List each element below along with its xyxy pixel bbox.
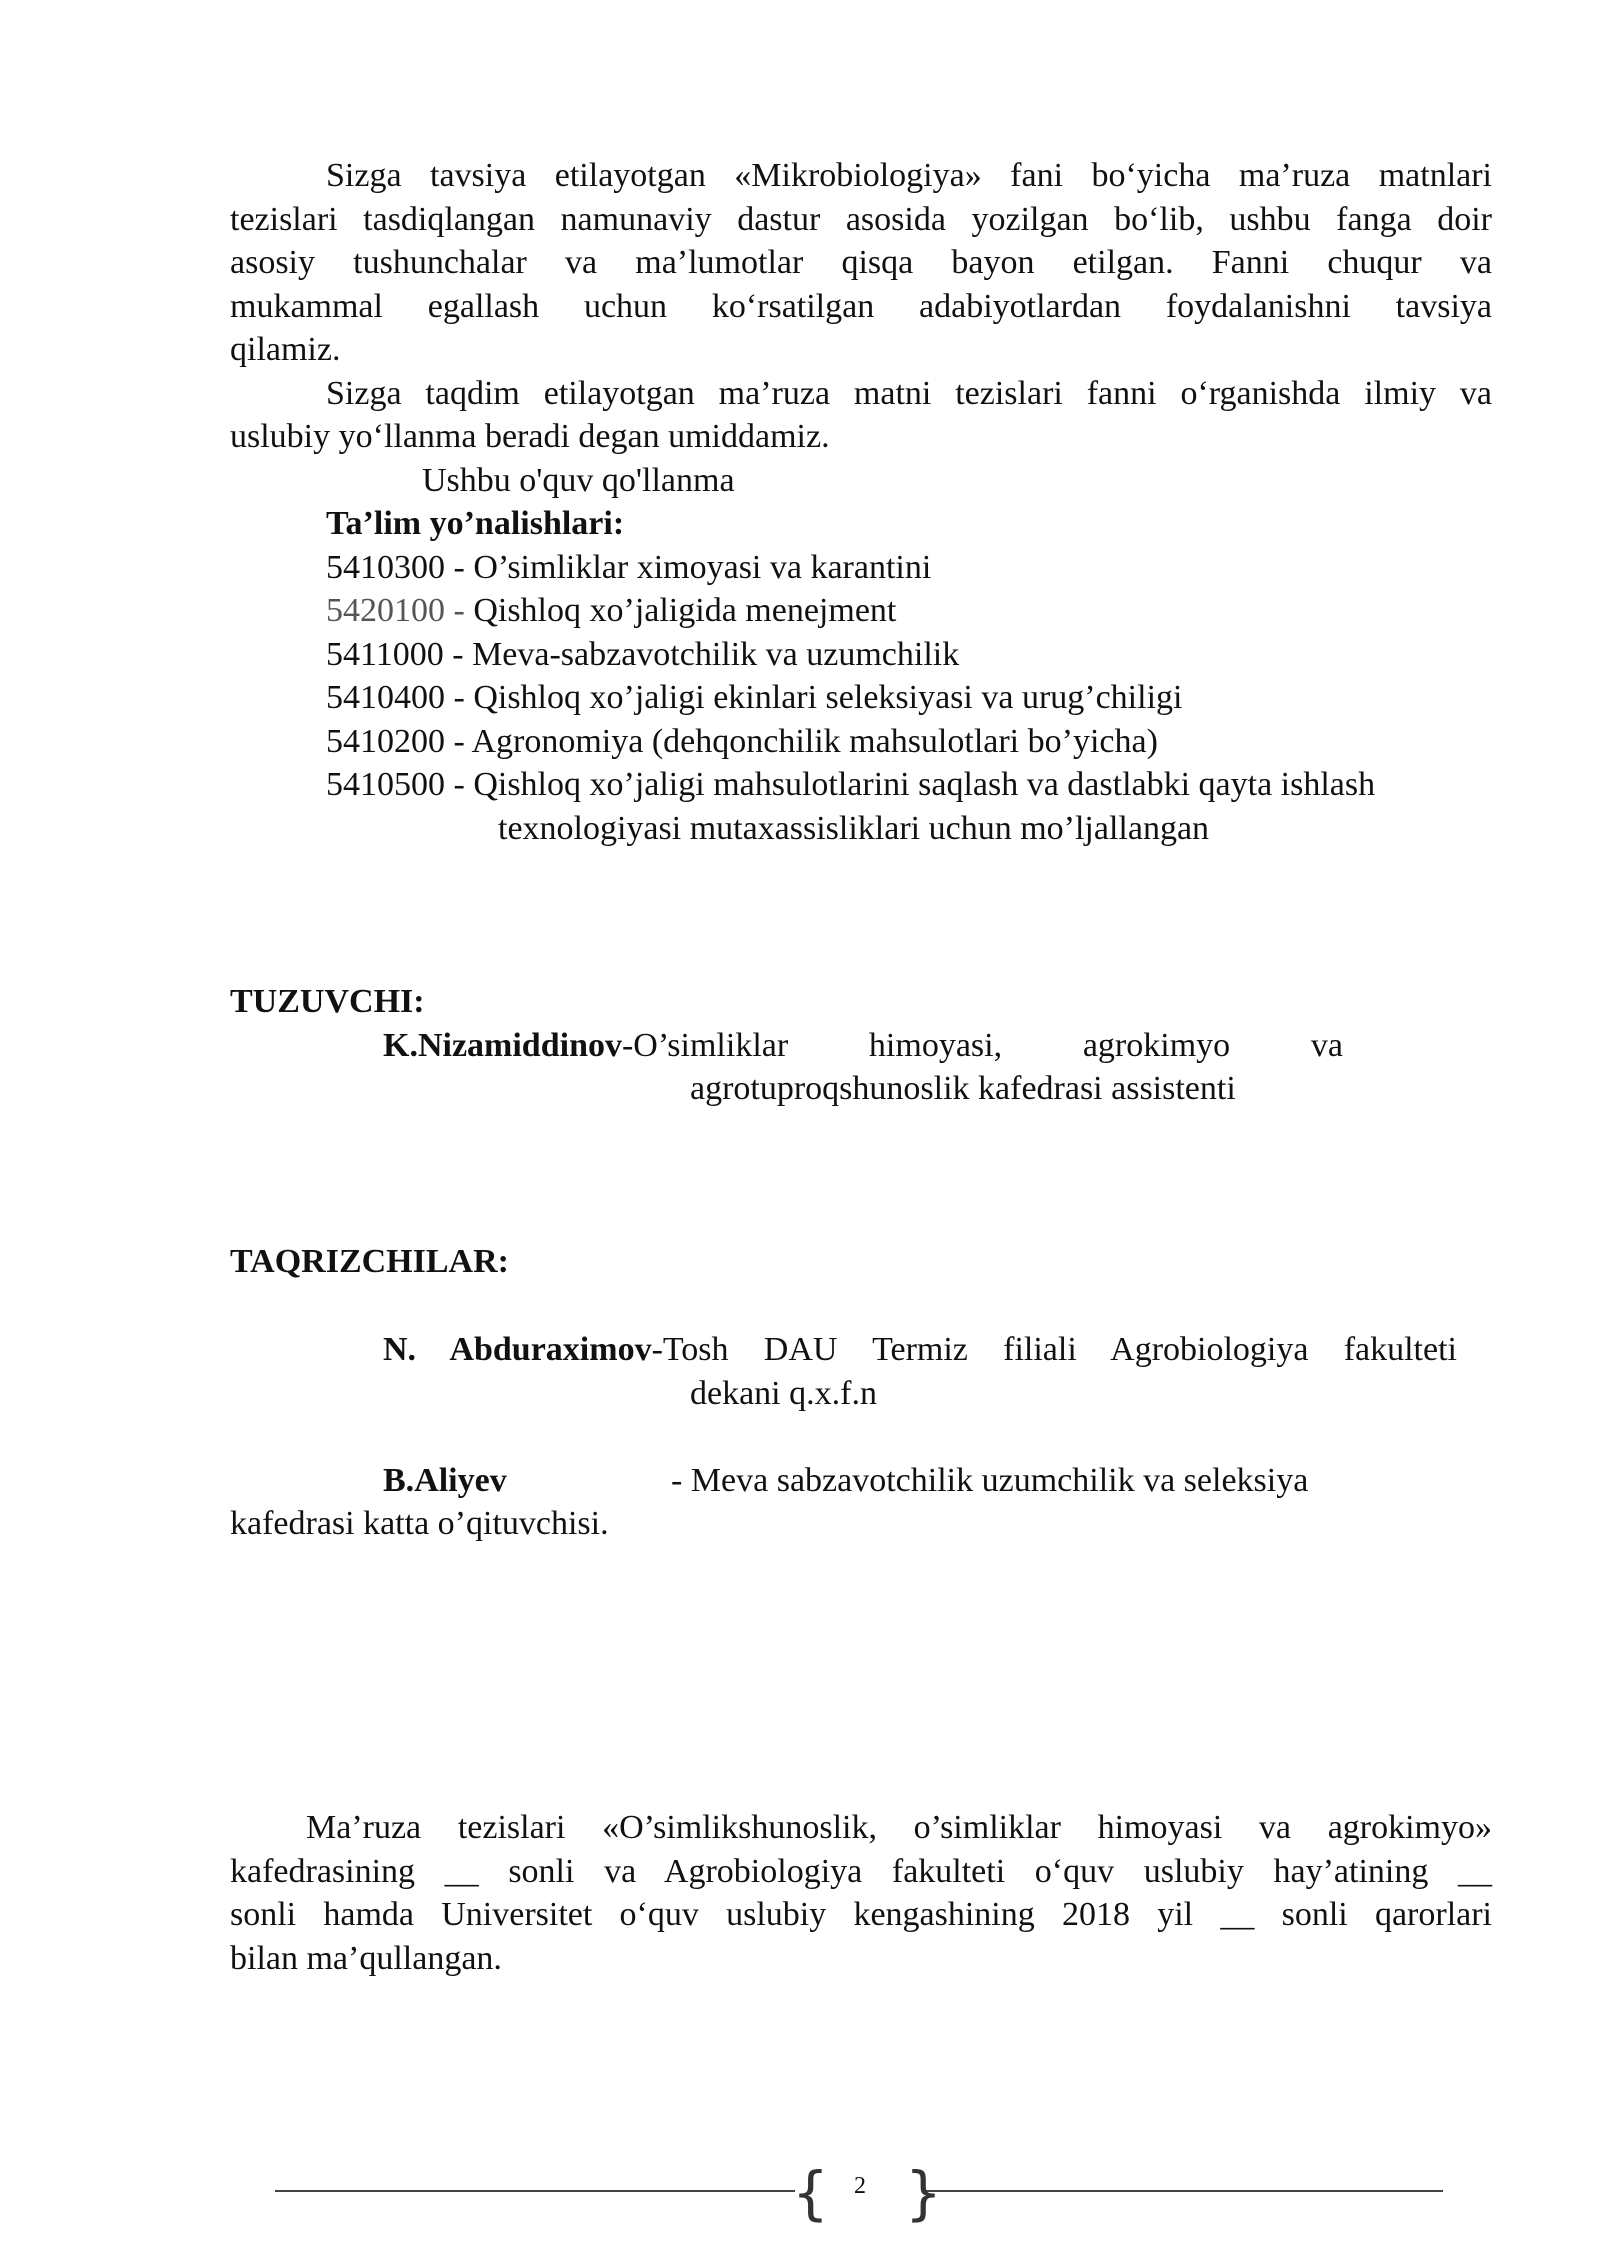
reviewers-heading: TAQRIZCHILAR:: [230, 1243, 509, 1280]
reviewer-2-position: - Meva sabzavotchilik uzumchilik va seleksiya: [671, 1462, 1309, 1499]
intro-paragraph-1: [230, 154, 1492, 459]
direction-item: [326, 720, 1496, 764]
approval-line: kafedrasining __ sonli va Agrobiologiya fakulteti o‘quv uslubiy hay’atining __: [230, 1852, 1492, 1890]
page-number: 2: [854, 2173, 866, 2199]
compiler-position: -O’simliklar himoyasi, agrokimyo va: [621, 1027, 1343, 1064]
directions-trailer: texnologiyasi mutaxassisliklari uchun mo’ljallangan: [498, 809, 1210, 847]
direction-code: 5410200 -: [326, 722, 465, 760]
intro-line: asosiy tushunchalar va ma’lumotlar qisqa bayon etilgan. Fanni chuqur va: [230, 244, 1492, 281]
compiler-name: K.Nizamiddinov: [383, 1027, 622, 1064]
compiler-entry: [383, 1024, 1343, 1068]
reviewer-1-position-cont: dekani q.x.f.n: [690, 1375, 877, 1412]
left-brace-icon: {: [792, 2159, 829, 2227]
intro-line: tezislari tasdiqlangan namunaviy dastur asosida yozilgan bo‘lib, ushbu fanga doir: [230, 200, 1492, 238]
intro-line: Sizga taqdim etilayotgan ma’ruza matni tezislari fanni o‘rganishda ilmiy va: [326, 374, 1492, 412]
direction-name: Agronomiya (dehqonchilik mahsulotlari bo’yicha): [471, 722, 1158, 760]
direction-item: [326, 676, 1496, 720]
direction-item: [326, 589, 1496, 633]
footer-rule-left: [275, 2190, 795, 2192]
approval-line: bilan ma’qullangan.: [230, 1939, 502, 1977]
direction-code: 5410400 -: [326, 679, 465, 716]
compiler-position-cont: agrotuproqshunoslik kafedrasi assistenti: [690, 1070, 1236, 1107]
reviewer-1: [383, 1328, 1457, 1372]
reviewer-2-position-cont: kafedrasi katta o’qituvchisi.: [230, 1505, 609, 1542]
direction-code: 5420100 -: [326, 592, 465, 629]
reviewer-1-name: N. Abduraximov: [383, 1331, 652, 1368]
direction-code: 5411000 -: [326, 635, 464, 673]
direction-code: 5410500 -: [326, 766, 465, 803]
approval-line: sonli hamda Universitet o‘quv uslubiy kengashining 2018 yil __ sonli qarorlari: [230, 1896, 1492, 1933]
manual-label: Ushbu o'quv qo'llanma: [422, 462, 735, 499]
directions-heading: Ta’lim yo’nalishlari:: [326, 505, 625, 542]
footer-rule-right: [925, 2190, 1443, 2192]
directions-section: [326, 502, 1496, 850]
intro-line: mukammal egallash uchun ko‘rsatilgan adabiyotlardan foydalanishni tavsiya: [230, 287, 1492, 325]
reviewer-2-name: B.Aliyev: [383, 1462, 507, 1499]
compiler-heading: TUZUVCHI:: [230, 983, 425, 1020]
direction-name: Meva-sabzavotchilik va uzumchilik: [472, 635, 960, 673]
direction-item: [326, 546, 1496, 590]
direction-name: Qishloq xo’jaligi ekinlari seleksiyasi va urug’chiligi: [473, 679, 1183, 716]
intro-line: Sizga tavsiya etilayotgan «Mikrobiologiya» fani bo‘yicha ma’ruza matnlari: [326, 157, 1492, 194]
direction-name: Qishloq xo’jaligida menejment: [473, 592, 897, 629]
reviewer-1-position: -Tosh DAU Termiz filiali Agrobiologiya fakulteti: [651, 1331, 1457, 1368]
approval-line: Ma’ruza tezislari «O’simlikshunoslik, o’simliklar himoyasi va agrokimyo»: [306, 1809, 1492, 1846]
intro-line: uslubiy yo‘llanma beradi degan umiddamiz.: [230, 418, 830, 455]
direction-name: O’simliklar ximoyasi va karantini: [473, 548, 932, 586]
approval-paragraph: [230, 1806, 1492, 1980]
intro-line: qilamiz.: [230, 331, 341, 368]
right-brace-icon: }: [905, 2159, 942, 2227]
direction-name: Qishloq xo’jaligi mahsulotlarini saqlash va dastlabki qayta ishlash: [473, 766, 1376, 803]
direction-item: [326, 633, 1496, 677]
direction-item: [326, 763, 1496, 807]
direction-code: 5410300 -: [326, 548, 465, 586]
